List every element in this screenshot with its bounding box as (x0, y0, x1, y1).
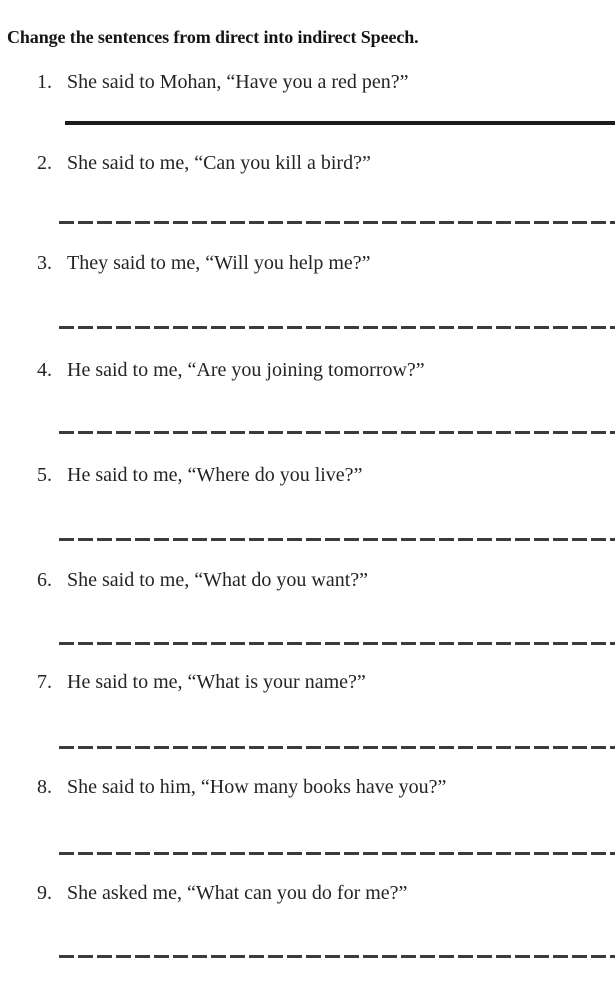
answer-line-5 (59, 538, 615, 541)
answer-line-7 (59, 746, 615, 749)
question-text: She said to him, “How many books have you?” (67, 776, 447, 798)
answer-line-3 (59, 326, 615, 329)
question-text: He said to me, “What is your name?” (67, 671, 366, 693)
question-text: She said to me, “What do you want?” (67, 569, 369, 591)
question-number: 4. (37, 359, 52, 381)
question-number: 6. (37, 569, 52, 591)
answer-line-2 (59, 221, 615, 224)
question-number: 2. (37, 152, 52, 174)
question-text: She said to me, “Can you kill a bird?” (67, 152, 371, 174)
question-number: 1. (37, 71, 52, 93)
question-text: He said to me, “Where do you live?” (67, 464, 363, 486)
answer-line-4 (59, 431, 615, 434)
question-number: 8. (37, 776, 52, 798)
question-text: They said to me, “Will you help me?” (67, 252, 371, 274)
question-text: She asked me, “What can you do for me?” (67, 882, 408, 904)
question-text: He said to me, “Are you joining tomorrow?” (67, 359, 425, 381)
answer-line-9 (59, 955, 615, 958)
answer-line-6 (59, 642, 615, 645)
question-number: 3. (37, 252, 52, 274)
question-text: She said to Mohan, “Have you a red pen?” (67, 71, 409, 93)
answer-line-1 (65, 121, 615, 125)
worksheet-title: Change the sentences from direct into indirect Speech. (7, 27, 419, 47)
answer-line-8 (59, 852, 615, 855)
question-number: 5. (37, 464, 52, 486)
question-number: 7. (37, 671, 52, 693)
question-number: 9. (37, 882, 52, 904)
